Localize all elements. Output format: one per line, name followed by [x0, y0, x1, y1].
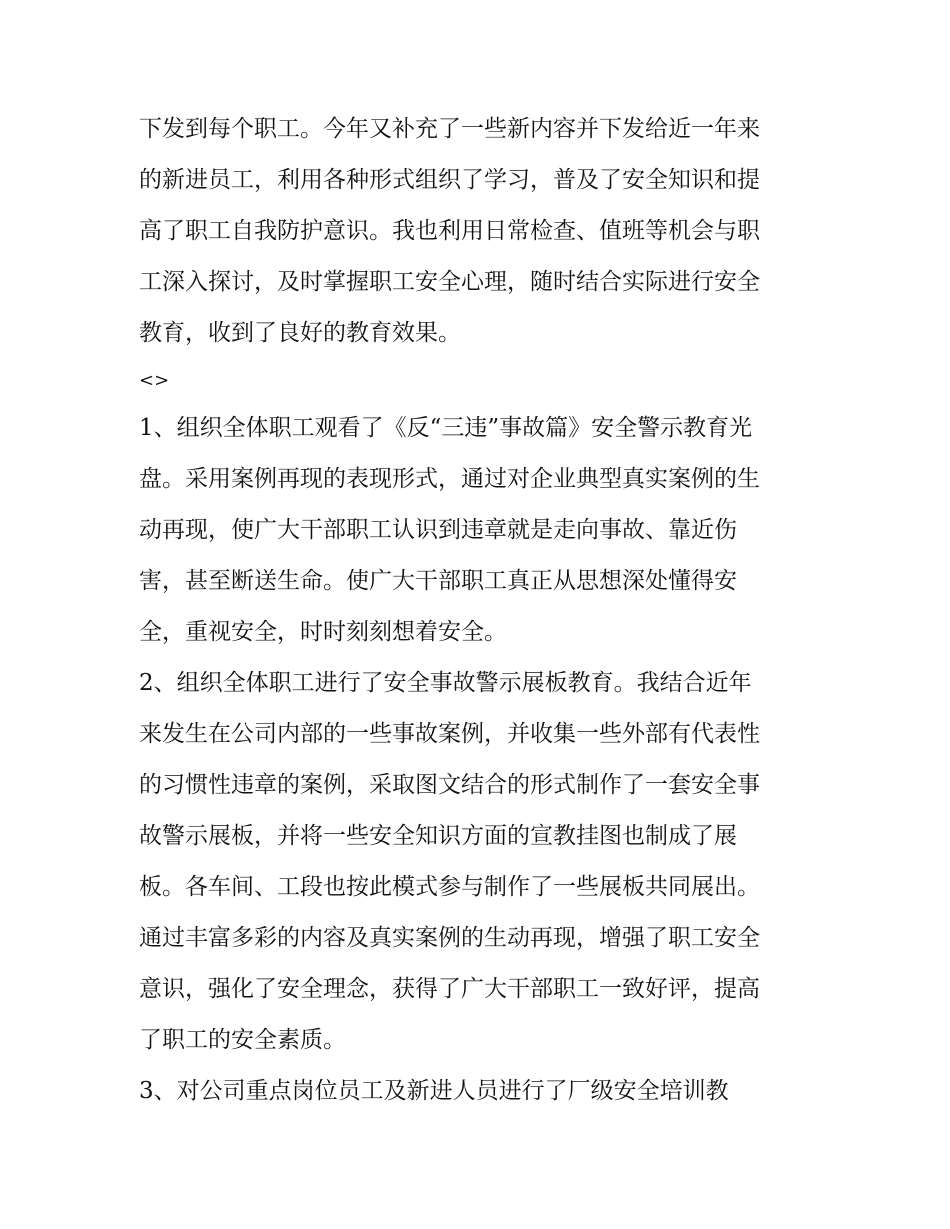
text-line: 3、对公司重点岗位员工及新进人员进行了厂级安全培训教: [139, 1078, 729, 1104]
text-line: 高了职工自我防护意识。我也利用日常检查、值班等机会与职: [139, 218, 760, 244]
text-line: 工深入探讨，及时掌握职工安全心理，随时结合实际进行安全: [139, 269, 760, 295]
text-line: 2、组织全体职工进行了安全事故警示展板教育。我结合近年: [139, 670, 752, 696]
text-line: 全，重视安全，时时刻刻想着安全。: [139, 619, 507, 645]
text-line: 的新进员工，利用各种形式组织了学习，普及了安全知识和提: [139, 167, 760, 193]
text-line: 板。各车间、工段也按此模式参与制作了一些展板共同展出。: [139, 874, 760, 900]
text-line: 了职工的安全素质。: [139, 1027, 346, 1053]
text-line: 盘。采用案例再现的表现形式，通过对企业典型真实案例的生: [139, 466, 760, 492]
section-marker: <>: [139, 370, 170, 391]
intro-paragraph: [139, 104, 819, 359]
text-line: 下发到每个职工。今年又补充了一些新内容并下发给近一年来: [139, 116, 760, 142]
text-line: 害，甚至断送生命。使广大干部职工真正从思想深处懂得安: [139, 568, 737, 594]
text-line: 故警示展板，并将一些安全知识方面的宣教挂图也制成了展: [139, 823, 737, 849]
text-line: 通过丰富多彩的内容及真实案例的生动再现，增强了职工安全: [139, 925, 760, 951]
document-body: [139, 104, 819, 1117]
text-line: 的习惯性违章的案例，采取图文结合的形式制作了一套安全事: [139, 772, 760, 798]
item-1-paragraph: [139, 403, 819, 658]
text-line: 来发生在公司内部的一些事故案例，并收集一些外部有代表性: [139, 721, 760, 747]
text-line: 动再现，使广大干部职工认识到违章就是走向事故、靠近伤: [139, 517, 737, 543]
text-line: 意识，强化了安全理念，获得了广大干部职工一致好评，提高: [139, 976, 760, 1002]
item-3-paragraph: [139, 1066, 819, 1117]
text-line: 教育，收到了良好的教育效果。: [139, 320, 461, 346]
item-2-paragraph: [139, 658, 819, 1066]
text-line: 1、组织全体职工观看了《反“三违”事故篇》安全警示教育光: [139, 415, 753, 441]
